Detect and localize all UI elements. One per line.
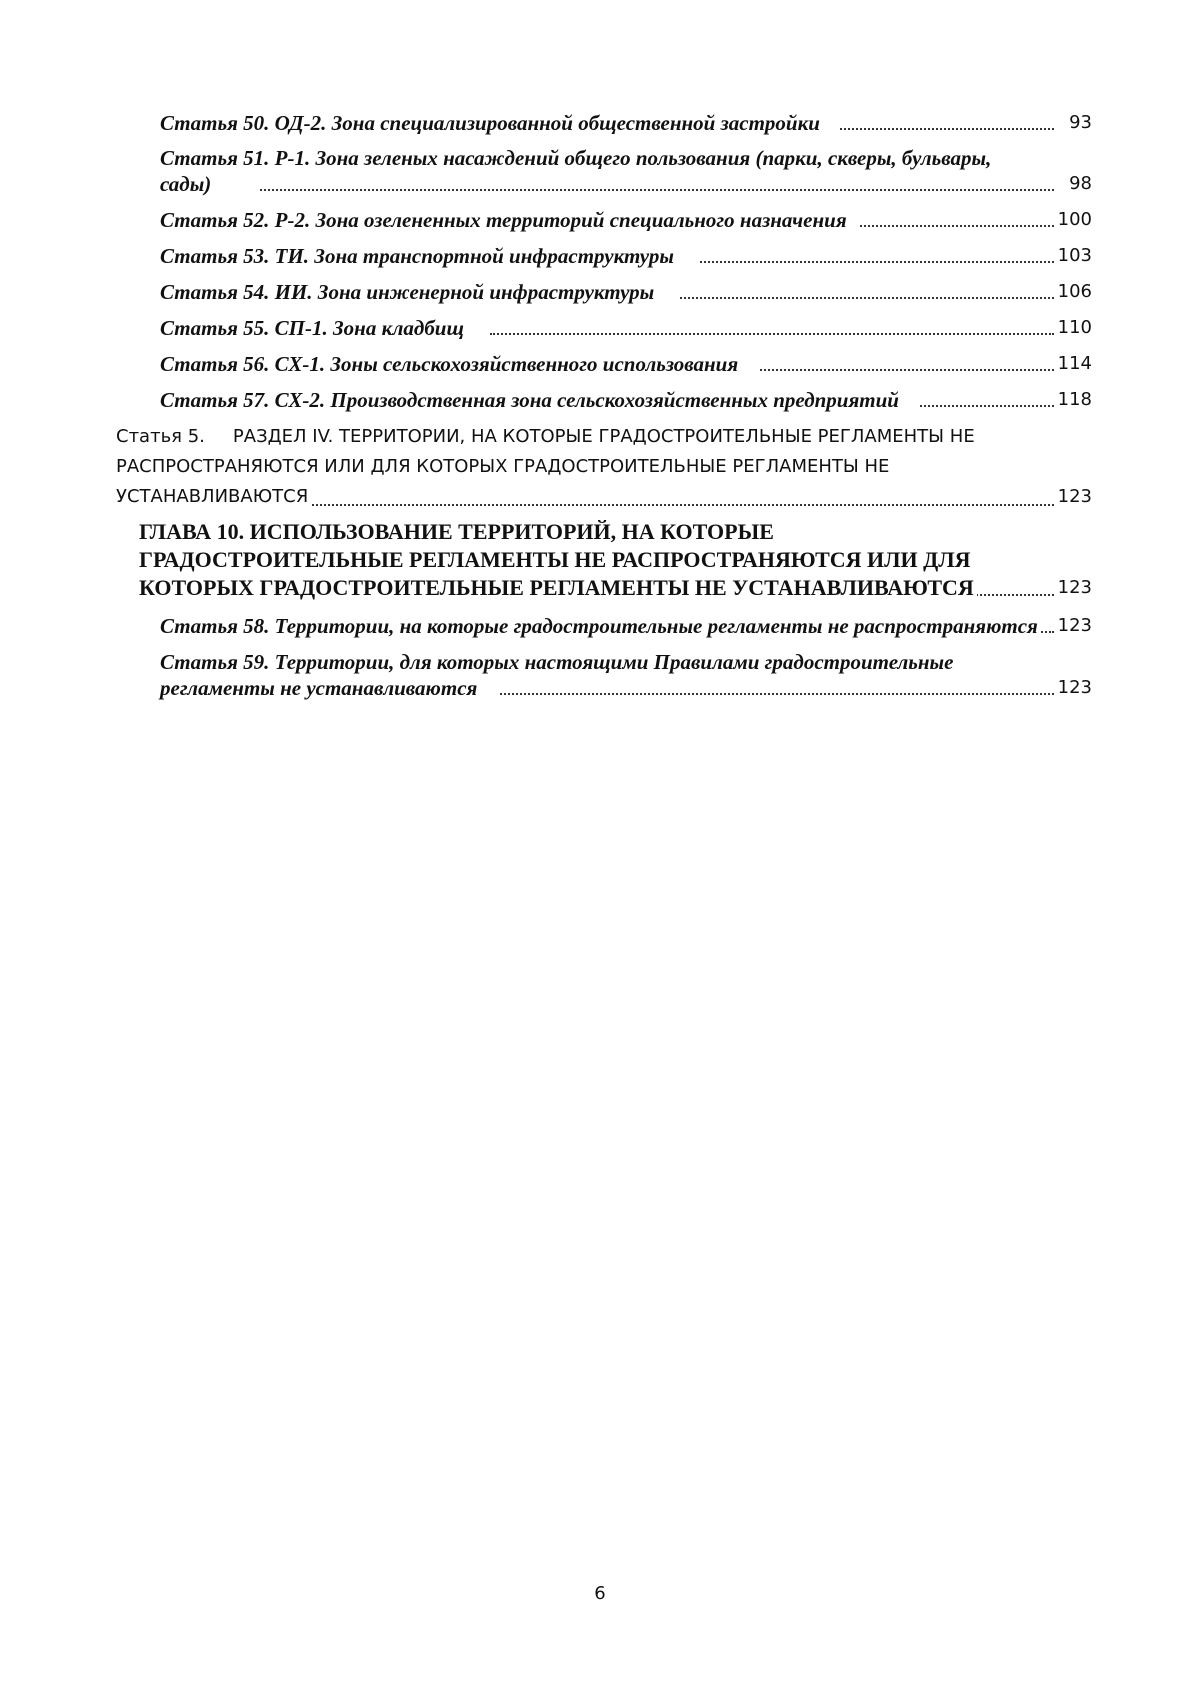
toc-entry-text: ГЛАВА 10. ИСПОЛЬЗОВАНИЕ ТЕРРИТОРИЙ, НА КОТОРЫЕ ГРАДОСТРОИТЕЛЬНЫЕ РЕГЛАМЕНТЫ НЕ РАСПРОСТРАНЯЮТСЯ ИЛИ ДЛЯ КОТОРЫХ ГРАДОСТРОИТЕЛЬНЫЕ РЕГЛАМЕНТЫ НЕ УСТАНАВЛИВАЮТСЯ [139,519,977,600]
toc-entry-text: Статья 51. Р-1. Зона зеленых насаждений общего пользования (парки, скверы, бульвары, сады) [160,146,992,196]
dot-leader [920,405,1054,407]
toc-page-number: 123 [1054,574,1092,602]
toc-entry-text: Статья 54. ИИ. Зона инженерной инфраструктуры [160,280,657,304]
page-number: 6 [594,1583,606,1604]
toc-entry-text [116,426,975,507]
dot-leader [260,189,1054,191]
toc-entry-label: Статья 5. [116,426,205,447]
dot-leader [860,225,1054,227]
table-of-contents [116,110,1092,701]
toc-section-title: РАЗДЕЛ IV. ТЕРРИТОРИИ, НА КОТОРЫЕ ГРАДОСТРОИТЕЛЬНЫЕ РЕГЛАМЕНТЫ НЕ РАСПРОСТРАНЯЮТСЯ ИЛИ ДЛЯ КОТОРЫХ ГРАДОСТРОИТЕЛЬНЫЕ РЕГЛАМЕНТЫ НЕ УСТАНАВЛИВАЮТСЯ [116,426,975,507]
toc-entry-text: Статья 58. Территории, на которые градостроительные регламенты не распространяются [160,614,1041,638]
dot-leader [760,369,1054,371]
toc-entry-article-59[interactable] [160,649,1092,701]
dot-leader [301,504,1054,506]
toc-entry-text: Статья 50. ОД-2. Зона специализированной общественной застройки [160,111,823,135]
toc-entry-text: Статья 59. Территории, для которых настоящими Правилами градостроительные регламенты не устанавливаются [160,650,954,700]
toc-entry-text: Статья 52. Р-2. Зона озелененных территорий специального назначения [160,208,850,232]
toc-entry-article-52[interactable] [160,207,1092,233]
toc-page-number: 123 [1054,482,1092,512]
dot-leader [840,128,1054,130]
toc-page-number: 103 [1054,243,1092,269]
toc-page-number: 123 [1054,613,1092,639]
toc-entry-article-56[interactable] [160,351,1092,377]
toc-page-number: 106 [1054,279,1092,305]
dot-leader [680,297,1054,299]
toc-entry-article-51[interactable] [160,145,1092,197]
toc-entry-text: Статья 55. СП-1. Зона кладбищ [160,316,467,340]
dot-leader [490,333,1054,335]
dot-leader [700,261,1054,263]
toc-page-number: 123 [1054,675,1092,701]
toc-page-number: 114 [1054,351,1092,377]
toc-entry-text: Статья 53. ТИ. Зона транспортной инфраструктуры [160,244,677,268]
toc-page-number: 110 [1054,315,1092,341]
toc-page-number: 118 [1054,387,1092,413]
dot-leader [500,693,1054,695]
toc-entry-section-iv[interactable] [116,422,1092,512]
toc-entry-article-57[interactable] [160,387,1092,413]
toc-page-number: 100 [1054,207,1092,233]
toc-entry-text: Статья 57. СХ-2. Производственная зона сельскохозяйственных предприятий [160,388,902,412]
toc-entry-article-54[interactable] [160,279,1092,305]
toc-entry-article-50[interactable] [160,110,1092,136]
toc-entry-article-53[interactable] [160,243,1092,269]
toc-entry-chapter-10[interactable] [139,518,1092,602]
toc-entry-text: Статья 56. СХ-1. Зоны сельскохозяйственного использования [160,352,741,376]
toc-entry-article-55[interactable] [160,315,1092,341]
toc-page-number: 98 [1065,171,1092,197]
toc-entry-article-58[interactable] [160,613,1092,639]
toc-page-number: 93 [1065,110,1092,136]
